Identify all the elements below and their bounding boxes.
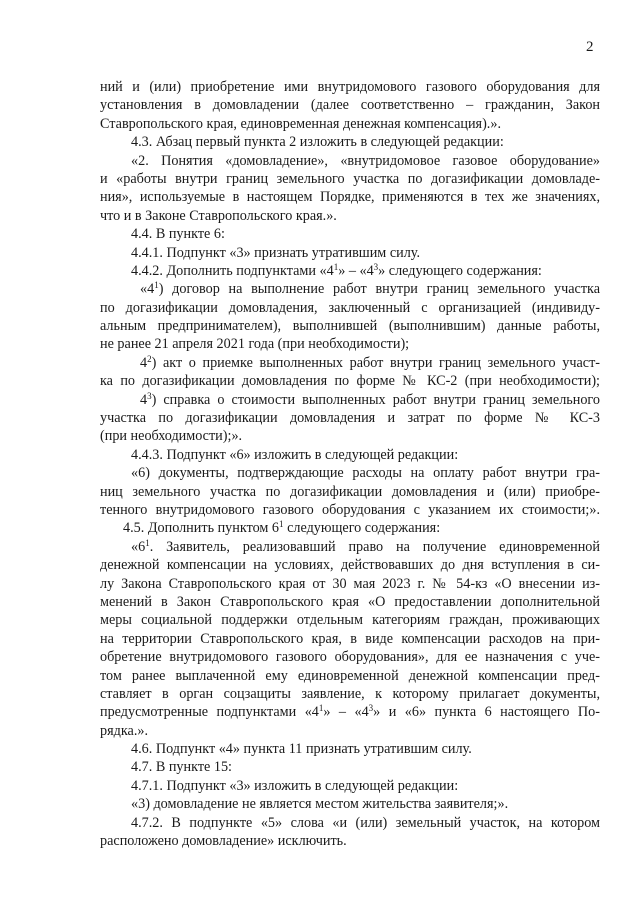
text-line: и «работы внутри границ земельного участка по догазификации домовладе- — [100, 170, 600, 187]
text-line: предусмотренные подпунктами «$4^1$» – «$4^3$» и «6» пункта 6 настоящего По- — [100, 703, 600, 721]
text-line: ниц земельного участка по догазификации домовладения и (или) приобре- — [100, 483, 600, 500]
page-number: 2 — [586, 39, 594, 55]
text-line: 4.7. В пункте 15: — [131, 759, 232, 776]
text-line: менений в Закон Ставропольского края «О предоставлении дополнительной — [100, 593, 600, 610]
text-line: рядка.». — [100, 722, 149, 739]
text-line: «$6^1$. Заявитель, реализовавший право на получение единовременной — [131, 537, 600, 555]
text-line: альным предпринимателем), выполнившей (выполнившим) данные работы, — [100, 318, 600, 335]
text-line: лу Закона Ставропольского края от 30 мая 2023 г. № 54-кз «О внесении из- — [100, 575, 600, 592]
text-line: 4.5. Дополнить пунктом $6^1$ следующего содержания: — [123, 519, 441, 537]
text-line: (при необходимости);». — [100, 428, 243, 445]
text-line: Ставропольского края, единовременная денежная компенсация).». — [100, 115, 501, 132]
text-line: не ранее 21 апреля 2021 года (при необходимости); — [100, 336, 410, 353]
text-line: 4.4.1. Подпункт «3» признать утратившим силу. — [131, 244, 421, 261]
text-line: по догазификации домовладения, заключенный с организацией (индивиду- — [100, 299, 600, 316]
text-line: участка по догазификации домовладения и затрат по форме № КС-3 — [100, 410, 600, 427]
text-line: на территории Ставропольского края, в виде компенсации расходов на при- — [100, 630, 600, 647]
document-body — [100, 78, 600, 850]
text-line: денежной компенсации на условиях, действовавших до дня вступления в си- — [100, 557, 600, 574]
text-line: «$4^1$) договор на выполнение работ внутри границ земельного участка — [140, 280, 600, 298]
text-line: установления в домовладении (далее соответственно – гражданин, Закон — [100, 97, 600, 114]
text-line: расположено домовладение» исключить. — [100, 833, 347, 850]
text-line: «6) документы, подтверждающие расходы на оплату работ внутри гра- — [131, 465, 600, 482]
text-line: ний и (или) приобретение ими внутридомового газового оборудования для — [100, 79, 600, 95]
text-line: 4.4. В пункте 6: — [131, 226, 225, 243]
text-line: «3) домовладение не является местом жительства заявителя;». — [131, 796, 509, 813]
text-line: ния», используемые в настоящем Порядке, применяются в тех же значениях, — [100, 189, 600, 206]
text-line: что и в Законе Ставропольского края.». — [100, 207, 337, 224]
text-line: обретение внутридомового газового оборудования», для ее назначения с уче- — [100, 649, 600, 666]
text-line: $4^2$) акт о приемке выполненных работ внутри границ земельного участ- — [140, 353, 600, 371]
text-line: тенного внутридомового газового оборудования с указанием их стоимости;». — [100, 501, 600, 518]
text-line: $4^3$) справка о стоимости выполненных работ внутри границ земельного — [140, 390, 600, 408]
text-line: 4.4.3. Подпункт «6» изложить в следующей редакции: — [131, 446, 459, 463]
text-line: «2. Понятия «домовладение», «внутридомовое газовое оборудование» — [131, 152, 600, 169]
text-line: 4.4.2. Дополнить подпунктами «$4^1$» – «$4^3$» следующего содержания: — [131, 261, 542, 279]
text-line: меры социальной поддержки отдельным категориям граждан, проживающих — [100, 612, 600, 629]
text-line: том ранее выплаченной ему единовременной денежной компенсации пред- — [100, 667, 600, 684]
text-line: 4.6. Подпункт «4» пункта 11 признать утратившим силу. — [131, 741, 472, 758]
text-line: ставляет в орган соцзащиты заявление, к которому прилагает документы, — [100, 685, 600, 702]
text-line: 4.3. Абзац первый пункта 2 изложить в следующей редакции: — [131, 134, 504, 151]
text-line: 4.7.2. В подпункте «5» слова «и (или) земельный участок, на котором — [131, 814, 600, 831]
text-line: 4.7.1. Подпункт «3» изложить в следующей редакции: — [131, 777, 459, 794]
text-line: ка по догазификации домовладения по форме № КС-2 (при необходимости); — [100, 373, 600, 390]
